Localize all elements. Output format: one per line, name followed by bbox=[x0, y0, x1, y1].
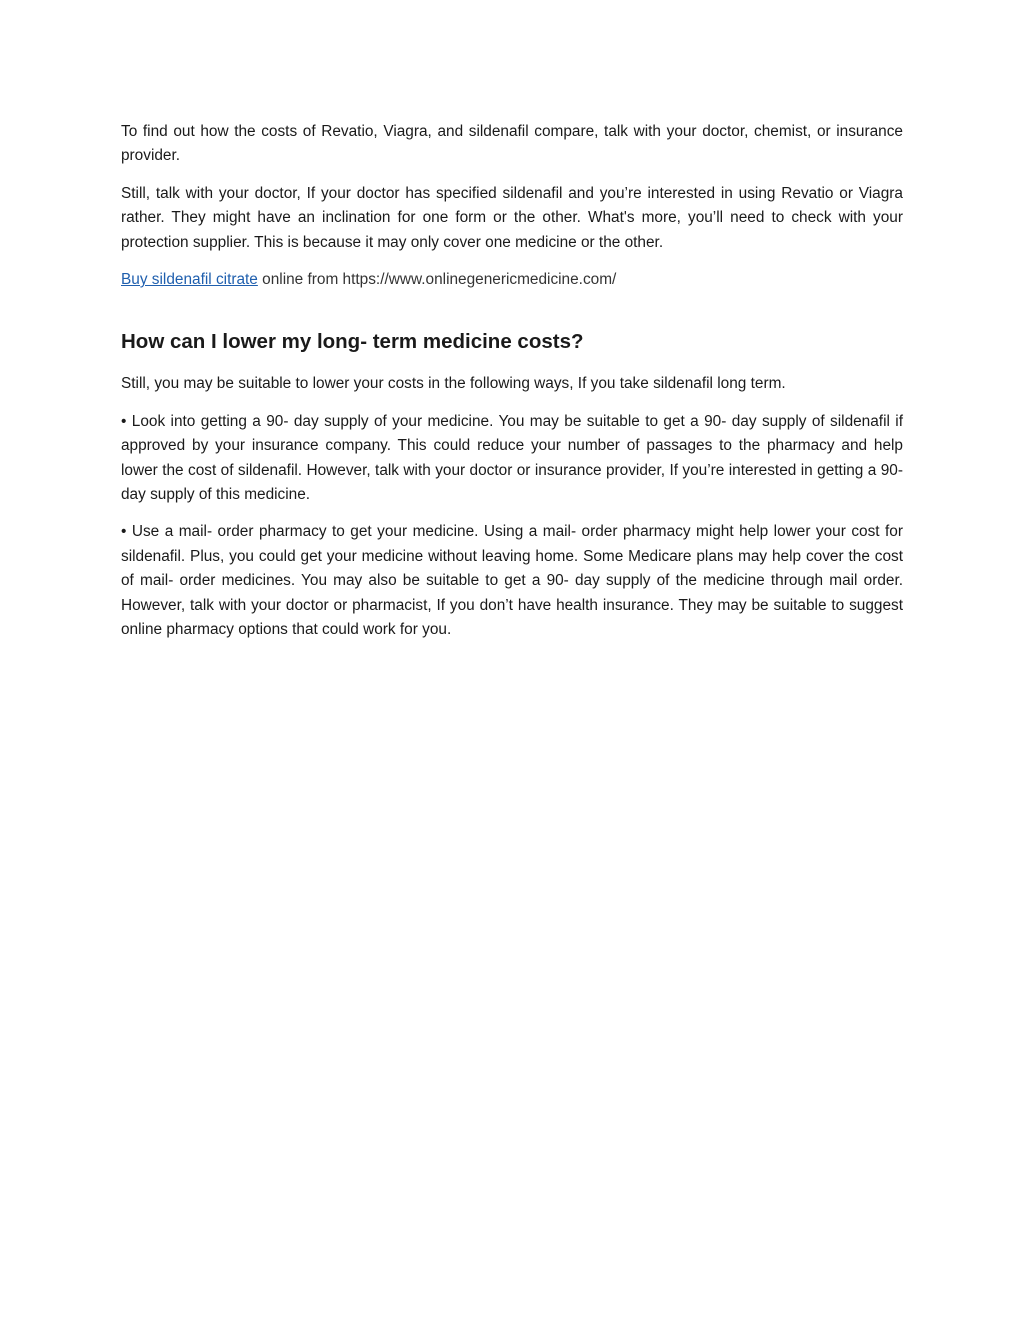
bullet-mail-order: • Use a mail- order pharmacy to get your medicine. Using a mail- order pharmacy might help lower your cost for sildenafil. Plus, you could get your medicine without leaving home. Some Medicare plans may help cover the cost of mail- order medicines. You may also be suitable to get a 90- day supply of the medicine through mail order. However, talk with your doctor or pharmacist, If you don’t have health insurance. They may be suitable to suggest online pharmacy options that could work for you. bbox=[121, 523, 903, 639]
lower-costs-paragraph: Still, you may be suitable to lower your costs in the following ways, If you take sildenafil long term. bbox=[121, 375, 786, 393]
bullet-90-day-supply: • Look into getting a 90- day supply of your medicine. You may be suitable to get a 90- day supply of sildenafil if approved by your insurance company. This could reduce your number of passages to the pharmacy and help lower the cost of sildenafil. However, talk with your doctor or insurance provider, If you’re interested in getting a 90- day supply of this medicine. bbox=[121, 412, 903, 504]
document-page bbox=[121, 120, 903, 643]
link-line bbox=[121, 268, 903, 292]
intro-paragraph: To find out how the costs of Revatio, Viagra, and sildenafil compare, talk with your doctor, chemist, or insurance provider. bbox=[121, 123, 903, 165]
buy-sildenafil-link[interactable]: Buy sildenafil citrate bbox=[121, 271, 258, 289]
doctor-paragraph: Still, talk with your doctor, If your doctor has specified sildenafil and you’re interested in using Revatio or Viagra rather. They might have an inclination for one form or the other. What's more, you’ll need to check with your protection supplier. This is because it may only cover one medicine or the other. bbox=[121, 184, 903, 251]
section-heading: How can I lower my long- term medicine costs? bbox=[121, 330, 584, 354]
link-suffix-text: online from https://www.onlinegenericmedicine.com/ bbox=[257, 271, 617, 289]
